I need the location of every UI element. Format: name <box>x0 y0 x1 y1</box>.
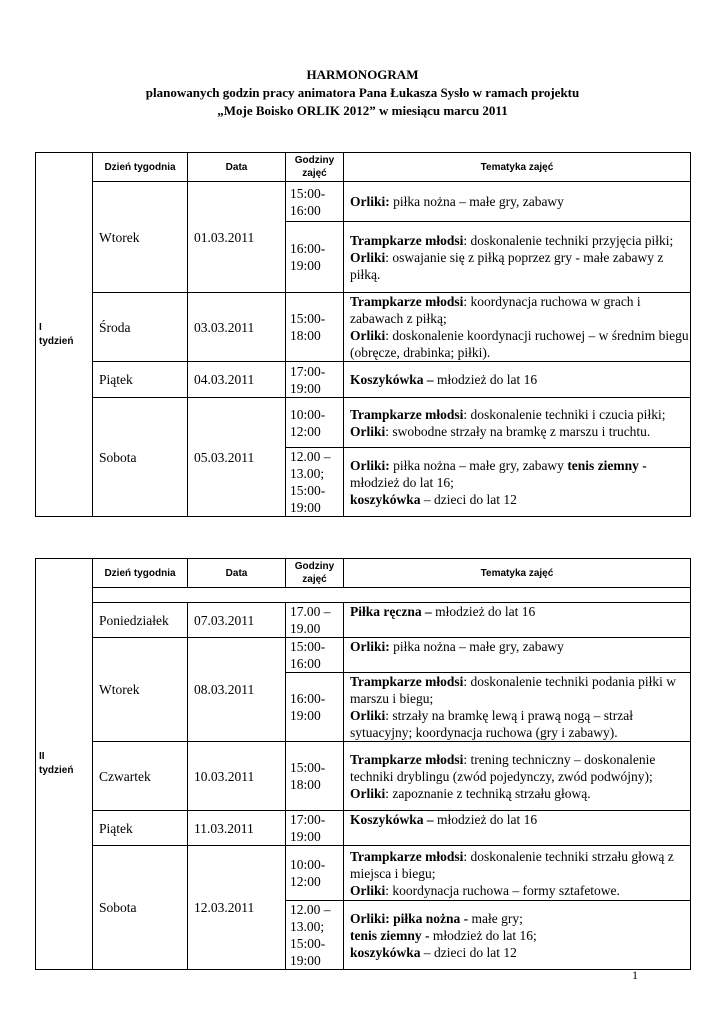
topic-cell: Orliki: piłka nożna – małe gry, zabawy <box>344 182 691 222</box>
topic-cell: Trampkarze młodsi: koordynacja ruchowa w grach i zabawach z piłką; Orliki: doskonalenie koordynacji ruchowej – w średnim biegu (obręcze, drabinka; piłki). <box>344 293 691 362</box>
day-cell: Piątek <box>93 811 188 846</box>
topic-cell: Orliki: piłka nożna - małe gry; tenis ziemny - młodzież do lat 16; koszykówka – dzieci do lat 12 <box>344 901 691 970</box>
column-header-hours: Godziny zajęć <box>286 559 344 588</box>
topic-cell: Trampkarze młodsi: doskonalenie techniki podania piłki w marszu i biegu; Orliki: strzały na bramkę lewą i prawą nogą – strzał sytuacyjny; koordynacja ruchowa (gry i zabawy). <box>344 673 691 742</box>
document-header <box>0 66 725 120</box>
document-title: HARMONOGRAM <box>306 67 419 82</box>
column-header-topic: Tematyka zajęć <box>344 153 691 182</box>
day-cell: Sobota <box>93 846 188 970</box>
empty-row <box>93 588 691 603</box>
table-row <box>36 398 691 448</box>
table-row <box>36 846 691 901</box>
column-header-day: Dzień tygodnia <box>93 153 188 182</box>
column-header-hours: Godziny zajęć <box>286 153 344 182</box>
topic-cell: Orliki: piłka nożna – małe gry, zabawy tenis ziemny - młodzież do lat 16; koszykówka – dzieci do lat 12 <box>344 448 691 517</box>
column-header-date: Data <box>188 153 286 182</box>
topic-cell: Trampkarze młodsi: doskonalenie techniki i czucia piłki; Orliki: swobodne strzały na bramkę z marszu i truchtu. <box>344 398 691 448</box>
hours-cell: 15:00-18:00 <box>286 742 344 811</box>
document-subtitle: planowanych godzin pracy animatora Pana Łukasza Sysło w ramach projektu <box>145 85 580 100</box>
day-cell: Piątek <box>93 362 188 398</box>
date-cell: 03.03.2011 <box>188 293 286 362</box>
hours-cell: 15:00-16:00 <box>286 638 344 673</box>
date-cell: 12.03.2011 <box>188 846 286 970</box>
week-label: I tydzień <box>36 153 93 517</box>
topic-cell: Piłka ręczna – młodzież do lat 16 <box>344 603 691 638</box>
table-row <box>36 742 691 811</box>
column-header-topic: Tematyka zajęć <box>344 559 691 588</box>
hours-cell: 12.00 – 13.00; 15:00-19:00 <box>286 448 344 517</box>
date-cell: 05.03.2011 <box>188 398 286 517</box>
hours-cell: 10:00-12:00 <box>286 398 344 448</box>
date-cell: 01.03.2011 <box>188 182 286 293</box>
hours-cell: 17:00-19:00 <box>286 811 344 846</box>
day-cell: Czwartek <box>93 742 188 811</box>
week-label: II tydzień <box>36 559 93 970</box>
spacer-row <box>36 588 691 603</box>
column-header-day: Dzień tygodnia <box>93 559 188 588</box>
hours-cell: 17:00-19:00 <box>286 362 344 398</box>
hours-cell: 10:00-12:00 <box>286 846 344 901</box>
table-header-row <box>36 559 691 588</box>
table-row <box>36 182 691 222</box>
hours-cell: 17.00 – 19.00 <box>286 603 344 638</box>
table-row <box>36 603 691 638</box>
date-cell: 07.03.2011 <box>188 603 286 638</box>
day-cell: Sobota <box>93 398 188 517</box>
hours-cell: 15:00-18:00 <box>286 293 344 362</box>
topic-cell: Orliki: piłka nożna – małe gry, zabawy <box>344 638 691 673</box>
week2-schedule-table <box>35 558 691 970</box>
table-row <box>36 638 691 673</box>
topic-cell: Trampkarze młodsi: doskonalenie techniki strzału głową z miejsca i biegu; Orliki: koordynacja ruchowa – formy sztafetowe. <box>344 846 691 901</box>
topic-cell: Trampkarze młodsi: trening techniczny – doskonalenie techniki dryblingu (zwód pojedynczy, zwód podwójny); Orliki: zapoznanie z techniką strzału głową. <box>344 742 691 811</box>
table-row <box>36 293 691 362</box>
week1-schedule-table <box>35 152 691 517</box>
topic-cell: Koszykówka – młodzież do lat 16 <box>344 362 691 398</box>
date-cell: 11.03.2011 <box>188 811 286 846</box>
topic-cell: Trampkarze młodsi: doskonalenie techniki przyjęcia piłki; Orliki: oswajanie się z piłką poprzez gry - małe zabawy z piłką. <box>344 222 691 293</box>
date-cell: 04.03.2011 <box>188 362 286 398</box>
day-cell: Środa <box>93 293 188 362</box>
table-header-row <box>36 153 691 182</box>
day-cell: Wtorek <box>93 638 188 742</box>
topic-cell: Koszykówka – młodzież do lat 16 <box>344 811 691 846</box>
table-row <box>36 362 691 398</box>
hours-cell: 16:00-19:00 <box>286 673 344 742</box>
hours-cell: 15:00-16:00 <box>286 182 344 222</box>
hours-cell: 16:00-19:00 <box>286 222 344 293</box>
hours-cell: 12.00 – 13.00; 15:00-19:00 <box>286 901 344 970</box>
date-cell: 08.03.2011 <box>188 638 286 742</box>
day-cell: Wtorek <box>93 182 188 293</box>
column-header-date: Data <box>188 559 286 588</box>
project-name: „Moje Boisko ORLIK 2012” w miesiącu marcu 2011 <box>217 103 508 118</box>
day-cell: Poniedziałek <box>93 603 188 638</box>
page-number: 1 <box>632 968 638 982</box>
date-cell: 10.03.2011 <box>188 742 286 811</box>
table-row <box>36 811 691 846</box>
